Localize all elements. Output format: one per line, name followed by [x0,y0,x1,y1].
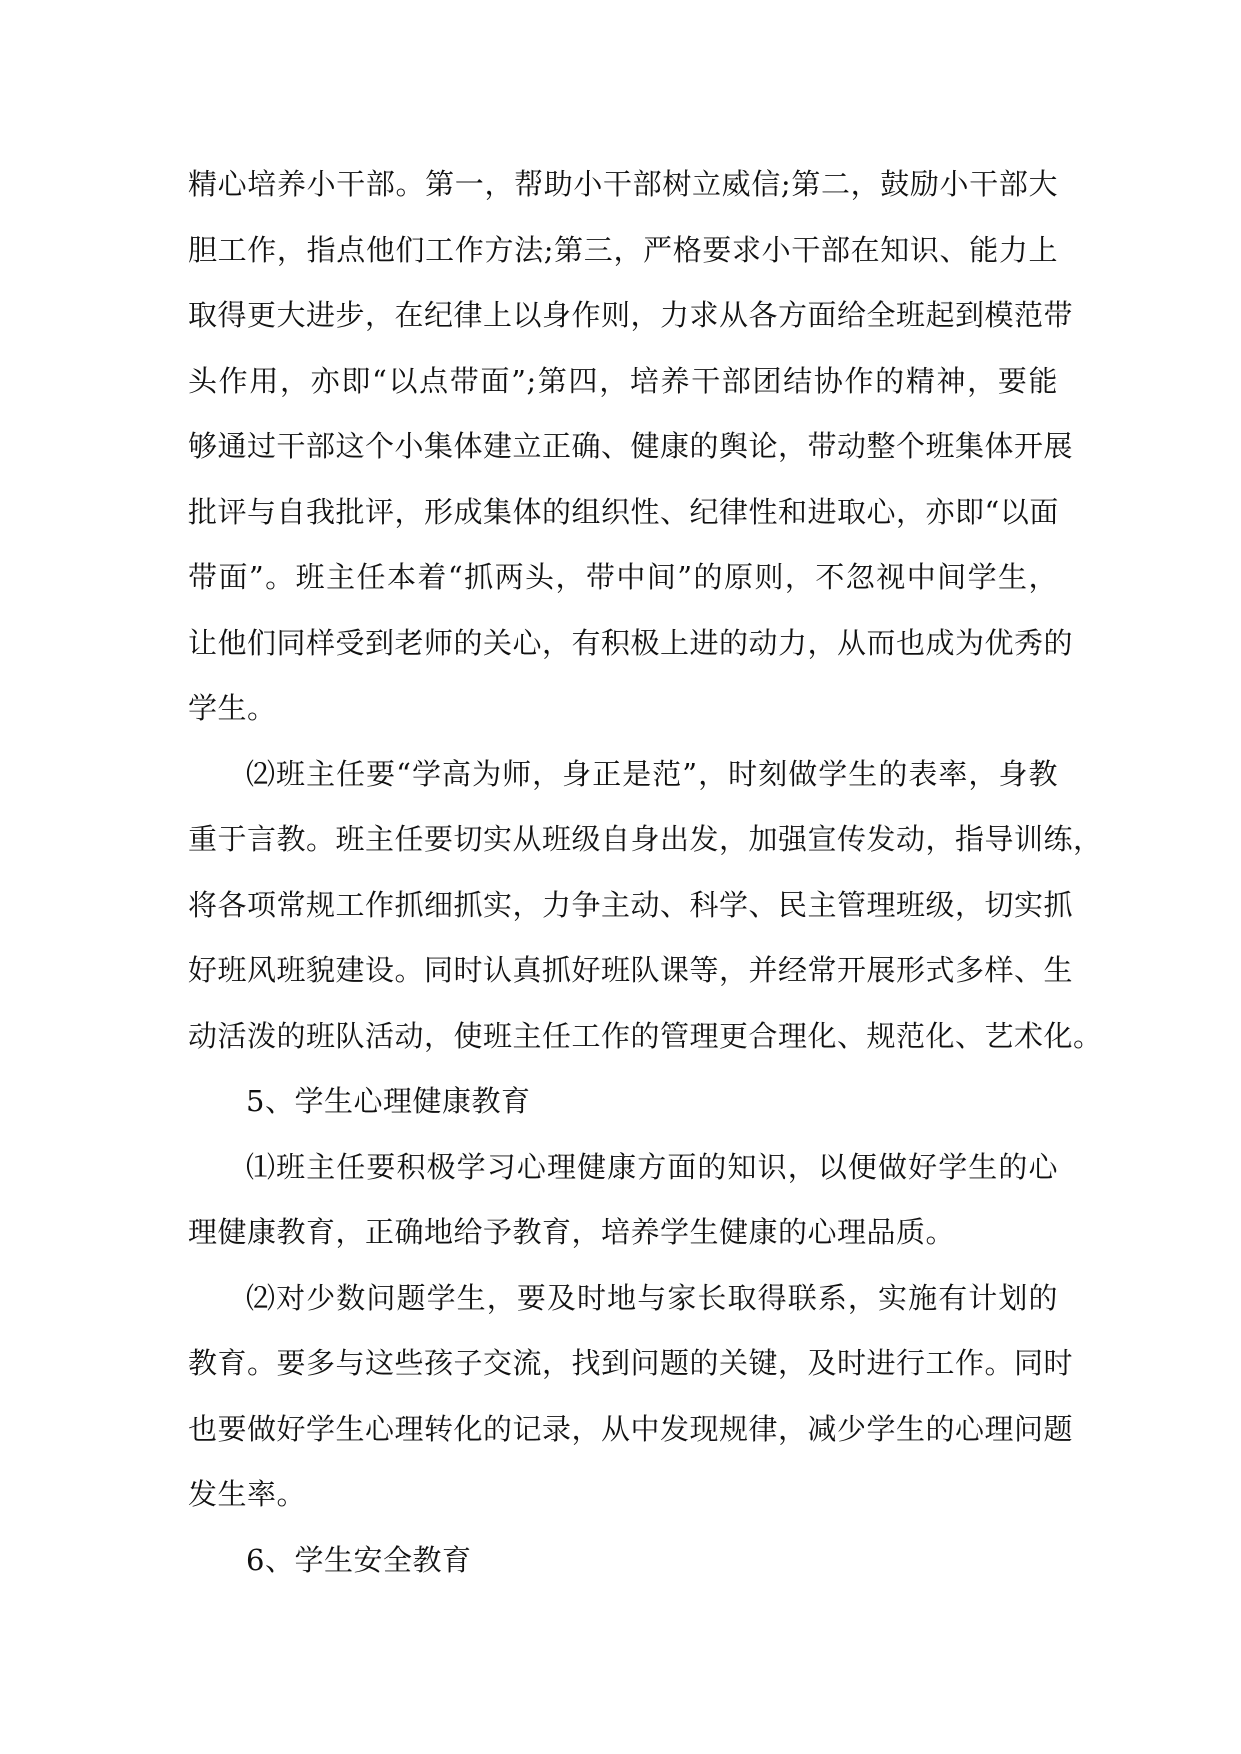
text-line: ⑵对少数问题学生，要及时地与家长取得联系，实施有计划的 [246,1280,1058,1315]
text-line: 让他们同样受到老师的关心，有积极上进的动力，从而也成为优秀的 [188,625,1074,660]
text-line: 够通过干部这个小集体建立正确、健康的舆论，带动整个班集体开展 [188,429,1074,463]
text-line: ⑴班主任要积极学习心理健康方面的知识，以便做好学生的心 [246,1149,1058,1184]
text-line: 精心培养小干部。第一，帮助小干部树立威信;第二，鼓励小干部大 [188,167,1058,201]
text-line: 动活泼的班队活动，使班主任工作的管理更合理化、规范化、艺术化。 [188,1018,1103,1053]
text-line: 理健康教育，正确地给予教育，培养学生健康的心理品质。 [188,1215,956,1249]
section-heading: 6、学生安全教育 [246,1542,472,1577]
text-line: ⑵班主任要“学高为师，身正是范”，时刻做学生的表率，身教 [246,756,1058,791]
text-line: 也要做好学生心理转化的记录，从中发现规律，减少学生的心理问题 [188,1411,1074,1446]
text-line: 教育。要多与这些孩子交流，找到问题的关键，及时进行工作。同时 [188,1346,1074,1380]
text-line: 头作用，亦即“以点带面”;第四，培养干部团结协作的精神，要能 [188,363,1058,398]
text-line: 胆工作，指点他们工作方法;第三，严格要求小干部在知识、能力上 [188,232,1058,267]
section-heading: 5、学生心理健康教育 [246,1084,531,1118]
text-line: 带面”。班主任本着“抓两头，带中间”的原则，不忽视中间学生， [188,560,1058,594]
text-line: 发生率。 [188,1477,307,1511]
document-body [188,152,1103,1593]
text-line: 将各项常规工作抓细抓实，力争主动、科学、民主管理班级，切实抓 [188,887,1074,922]
text-line: 重于言教。班主任要切实从班级自身出发，加强宣传发动，指导训练， [188,822,1103,856]
text-line: 好班风班貌建设。同时认真抓好班队课等，并经常开展形式多样、生 [188,953,1074,987]
text-line: 学生。 [188,691,277,725]
text-line: 批评与自我批评，形成集体的组织性、纪律性和进取心，亦即“以面 [188,494,1059,529]
text-line: 取得更大进步，在纪律上以身作则，力求从各方面给全班起到模范带 [188,298,1074,332]
